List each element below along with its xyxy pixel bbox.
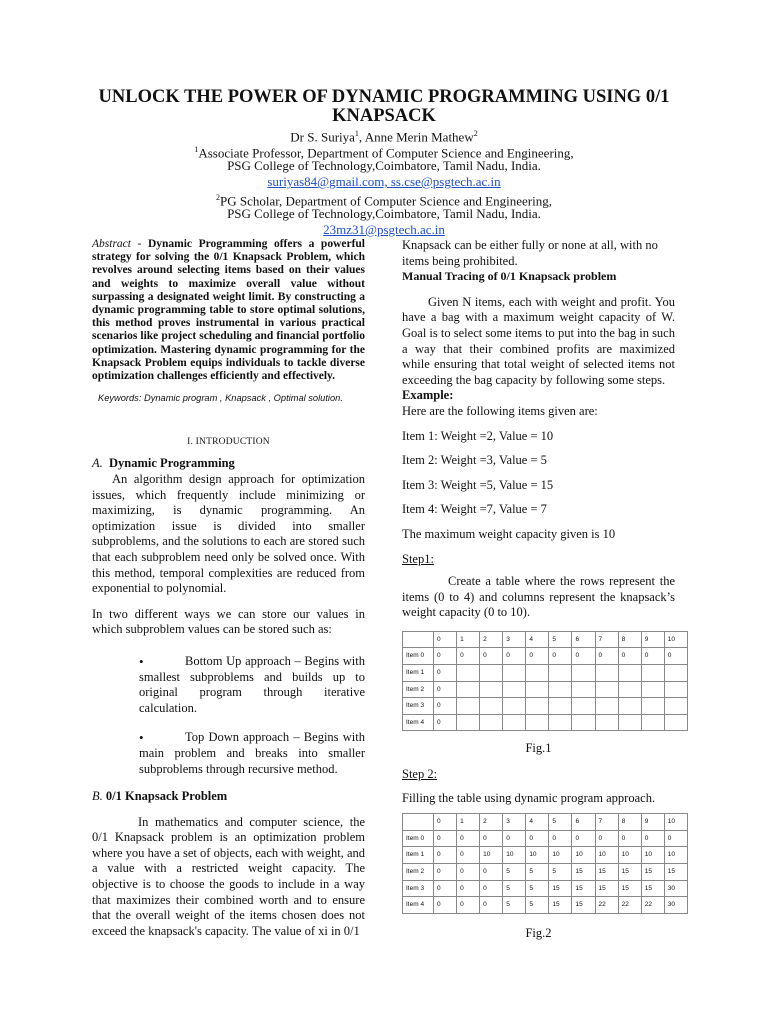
abstract-label: Abstract - <box>92 238 142 250</box>
table-cell: 0 <box>457 847 480 864</box>
table-row <box>403 830 688 847</box>
table-cell <box>526 714 549 731</box>
table-row-label: Item 0 <box>403 648 434 665</box>
table-cell: 10 <box>549 847 572 864</box>
table-cell: 0 <box>480 880 503 897</box>
table-cell <box>549 665 572 682</box>
table-cell: 5 <box>526 897 549 914</box>
table-cell: 0 <box>434 830 457 847</box>
title-line-2: KNAPSACK <box>332 106 436 126</box>
table-cell <box>641 681 664 698</box>
table-cell: 15 <box>641 880 664 897</box>
table-cell <box>618 665 641 682</box>
table-cell <box>503 665 526 682</box>
table-header-cell: 10 <box>664 814 687 831</box>
affiliation-2-sup: 2 <box>216 193 220 202</box>
table-cell <box>595 681 618 698</box>
table-cell: 15 <box>549 880 572 897</box>
table-header-cell: 5 <box>549 631 572 648</box>
affiliation-1-email-line <box>0 174 768 190</box>
table-cell: 10 <box>595 847 618 864</box>
table-cell: 0 <box>457 897 480 914</box>
right-column <box>402 238 675 941</box>
table-cell: 5 <box>503 864 526 881</box>
table-cell: 5 <box>549 864 572 881</box>
table-cell: 0 <box>503 830 526 847</box>
step-2-text: Filling the table using dynamic program approach. <box>402 790 656 805</box>
subsection-a-letter: A. <box>92 456 103 471</box>
table-header-cell: 1 <box>457 631 480 648</box>
table-cell: 0 <box>457 830 480 847</box>
bullet-bottom-up <box>139 654 365 716</box>
table-row-label: Item 0 <box>403 830 434 847</box>
author-2: , Anne Merin Mathew <box>358 129 474 145</box>
table-cell: 0 <box>434 880 457 897</box>
affiliation-1-sup: 1 <box>194 145 199 154</box>
table-cell: 10 <box>641 847 664 864</box>
table-cell <box>664 714 687 731</box>
table-cell: 0 <box>434 648 457 665</box>
table-header-cell: 7 <box>595 814 618 831</box>
table-cell: 22 <box>595 897 618 914</box>
table-row <box>403 897 688 914</box>
table-header-cell: 4 <box>526 631 549 648</box>
manual-tracing-paragraph: Given N items, each with weight and profit. You have a bag with a maximum weight capacity of W. Goal is to select some items to put into the bag in such a way that their combined profits are maximized while ensuring that total weight of selected items not exceeding the bag capacity by following some steps. <box>402 294 675 387</box>
table-header-cell: 6 <box>572 814 595 831</box>
table-row-label: Item 4 <box>403 714 434 731</box>
table-header-cell: 0 <box>434 814 457 831</box>
table-cell: 0 <box>457 864 480 881</box>
table-cell: 0 <box>434 847 457 864</box>
table-cell <box>595 714 618 731</box>
table-cell: 15 <box>572 897 595 914</box>
table-cell <box>572 714 595 731</box>
author-2-sup: 2 <box>473 129 478 138</box>
table-cell: 0 <box>434 897 457 914</box>
figure-1-caption: Fig.1 <box>525 741 552 756</box>
table-header-cell: 1 <box>457 814 480 831</box>
table-row <box>403 698 688 715</box>
subsection-b-letter: B. <box>92 789 103 804</box>
table-cell: 10 <box>526 847 549 864</box>
table-cell: 22 <box>618 897 641 914</box>
item-3-line: Item 3: Weight =5, Value = 15 <box>402 477 554 492</box>
table-cell: 0 <box>434 681 457 698</box>
table-cell: 10 <box>572 847 595 864</box>
table-cell: 0 <box>664 830 687 847</box>
table-cell <box>526 665 549 682</box>
table-cell: 0 <box>641 830 664 847</box>
table-header-cell: 0 <box>434 631 457 648</box>
table-header-cell <box>403 814 434 831</box>
table-cell: 5 <box>503 897 526 914</box>
table-header-cell: 2 <box>480 814 503 831</box>
table-row-label: Item 3 <box>403 880 434 897</box>
affiliation-2-email-line <box>0 222 768 238</box>
table-cell: 0 <box>434 665 457 682</box>
table-cell: 0 <box>526 830 549 847</box>
table-cell: 15 <box>664 864 687 881</box>
step-1-label: Step1: <box>402 551 434 566</box>
table-cell: 10 <box>618 847 641 864</box>
table-cell: 0 <box>434 864 457 881</box>
table-cell: 0 <box>480 897 503 914</box>
table-row-label: Item 4 <box>403 897 434 914</box>
table-cell: 5 <box>526 880 549 897</box>
table-cell <box>526 681 549 698</box>
author-1: Dr S. Suriya <box>290 129 355 145</box>
paper-title <box>60 88 708 126</box>
title-line-1: UNLOCK THE POWER OF DYNAMIC PROGRAMMING USING 0/1 <box>98 87 670 107</box>
table-cell <box>641 698 664 715</box>
table-cell: 5 <box>503 880 526 897</box>
affiliation-2-email-link[interactable]: 23mz31@psgtech.ac.in <box>323 222 445 237</box>
subsection-a-title: Dynamic Programming <box>109 456 235 471</box>
table-header-cell: 10 <box>664 631 687 648</box>
example-heading: Example: <box>402 388 454 403</box>
capacity-line: The maximum weight capacity given is 10 <box>402 526 616 541</box>
table-row-label: Item 1 <box>403 665 434 682</box>
table-cell <box>503 714 526 731</box>
table-header-cell: 2 <box>480 631 503 648</box>
table-cell: 0 <box>572 648 595 665</box>
table-cell: 0 <box>549 648 572 665</box>
affiliation-1-email-link[interactable]: suriyas84@gmail.com, ss.cse@psgtech.ac.in <box>267 174 501 189</box>
table-cell <box>480 665 503 682</box>
subsection-b-title: 0/1 Knapsack Problem <box>105 789 228 804</box>
table-cell <box>664 681 687 698</box>
table-cell <box>480 714 503 731</box>
table-cell: 15 <box>641 864 664 881</box>
table-cell <box>549 681 572 698</box>
table-cell: 0 <box>549 830 572 847</box>
table-cell: 0 <box>618 830 641 847</box>
item-1-line: Item 1: Weight =2, Value = 10 <box>402 428 554 443</box>
table-cell: 10 <box>480 847 503 864</box>
manual-tracing-heading: Manual Tracing of 0/1 Knapsack problem <box>402 269 617 284</box>
table-cell: 0 <box>480 648 503 665</box>
table-row-label: Item 2 <box>403 681 434 698</box>
figure-2-caption: Fig.2 <box>525 925 552 940</box>
table1-header-row <box>403 631 688 648</box>
intro-paragraph-3: In mathematics and computer science, the 0/1 Knapsack problem is an optimization problem where you have a set of objects, each with weight, and a value with a restricted weight capacity. The objective is to choose the goods to include in a way that maximizes their combined worth and to ensure that the overall weight of the items chosen does not exceed the knapsack's capacity. The value of xi in 0/1 <box>92 814 365 938</box>
table-cell <box>618 714 641 731</box>
table-row <box>403 665 688 682</box>
table-cell: 0 <box>434 714 457 731</box>
table-cell: 15 <box>572 880 595 897</box>
table-cell: 5 <box>526 864 549 881</box>
subsection-heading-knapsack <box>92 789 365 805</box>
bullet-icon: • <box>139 730 144 746</box>
table-cell: 0 <box>595 648 618 665</box>
table-header-cell: 5 <box>549 814 572 831</box>
author-1-sup: 1 <box>354 129 359 138</box>
table-cell: 22 <box>641 897 664 914</box>
step-1-text: Create a table where the rows represent the items (0 to 4) and columns represent the knapsack’s weight capacity (0 to 10). <box>402 574 675 620</box>
affiliation-2-line-2: PSG College of Technology,Coimbatore, Tamil Nadu, India. <box>227 206 541 221</box>
table-cell <box>503 681 526 698</box>
table-cell: 0 <box>480 864 503 881</box>
table-cell: 15 <box>618 864 641 881</box>
table-cell <box>549 698 572 715</box>
section-heading-introduction: I. INTRODUCTION <box>187 436 270 447</box>
keywords: Keywords: Dynamic program , Knapsack , Optimal solution. <box>98 393 343 404</box>
table-cell: 0 <box>664 648 687 665</box>
table-row <box>403 880 688 897</box>
affiliation-1-line-2: PSG College of Technology,Coimbatore, Tamil Nadu, India. <box>227 158 541 173</box>
table-fig-1-body <box>403 631 688 731</box>
table-cell: 15 <box>595 864 618 881</box>
intro-paragraph-2: In two different ways we can store our values in which subproblem values can be stored such as: <box>92 606 365 637</box>
intro-paragraph-1: An algorithm design approach for optimization issues, which frequently include minimizing or maximizing, is dynamic programming. An optimization issue is divided into smaller subproblems, and the solutions to each are stored such that each subproblem need only be solved once. With this method, temporal complexities are reduced from exponential to polynomial. <box>92 472 365 596</box>
table-cell: 10 <box>503 847 526 864</box>
table-row <box>403 648 688 665</box>
table-cell <box>457 698 480 715</box>
table-cell: 0 <box>526 648 549 665</box>
table-cell <box>457 681 480 698</box>
table-header-cell: 4 <box>526 814 549 831</box>
abstract-text: Dynamic Programming offers a powerful strategy for solving the 0/1 Knapsack Problem, which revolves around selecting items based on their values and weights to maximize overall value without surpassing a designated weight limit. By constructing a dynamic programming table to store optimal solutions, this method proves instrumental in various practical scenarios like project scheduling and financial portfolio optimization. Mastering dynamic programming for the Knapsack Problem equips individuals to tackle diverse optimization challenges efficiently and effectively. <box>92 238 366 383</box>
table-cell: 0 <box>641 648 664 665</box>
table-cell <box>480 698 503 715</box>
table-cell: 0 <box>457 880 480 897</box>
table-header-cell: 8 <box>618 631 641 648</box>
table-cell <box>664 698 687 715</box>
bullet-top-down <box>139 730 365 777</box>
table-header-cell: 3 <box>503 631 526 648</box>
item-4-line: Item 4: Weight =7, Value = 7 <box>402 502 547 517</box>
table-cell: 30 <box>664 897 687 914</box>
table-cell <box>595 665 618 682</box>
table-cell: 15 <box>549 897 572 914</box>
table-cell: 30 <box>664 880 687 897</box>
table-fig-2-body <box>403 814 688 914</box>
table-fig-2 <box>402 813 688 914</box>
bullet-top-down-text: Top Down approach – Begins with main problem and breaks into smaller subproblems through recursive method. <box>139 730 365 776</box>
table-cell <box>457 665 480 682</box>
table-cell: 0 <box>480 830 503 847</box>
table-cell <box>457 714 480 731</box>
table-cell <box>572 681 595 698</box>
table-fig-1 <box>402 631 688 732</box>
bullet-bottom-up-text: Bottom Up approach – Begins with smallest subproblems and builds up to original program through iterative calculation. <box>139 653 365 715</box>
bullet-icon: • <box>139 653 144 669</box>
table-cell <box>572 698 595 715</box>
table-header-cell <box>403 631 434 648</box>
table-cell: 0 <box>434 698 457 715</box>
table-cell <box>549 714 572 731</box>
table-cell: 0 <box>618 648 641 665</box>
table-row-label: Item 3 <box>403 698 434 715</box>
table-row <box>403 681 688 698</box>
table-header-cell: 7 <box>595 631 618 648</box>
table-cell <box>641 665 664 682</box>
table-row <box>403 864 688 881</box>
table-row <box>403 847 688 864</box>
table-cell <box>641 714 664 731</box>
table-row <box>403 714 688 731</box>
table-cell <box>664 665 687 682</box>
left-column <box>92 238 365 939</box>
table-header-cell: 8 <box>618 814 641 831</box>
table-cell: 15 <box>618 880 641 897</box>
table-cell <box>595 698 618 715</box>
table-cell <box>526 698 549 715</box>
affiliation-1-text: Associate Professor, Department of Computer Science and Engineering, <box>198 145 574 161</box>
table-cell: 0 <box>595 830 618 847</box>
table-cell <box>503 698 526 715</box>
table-cell: 15 <box>595 880 618 897</box>
table-cell: 0 <box>572 830 595 847</box>
table-cell: 0 <box>503 648 526 665</box>
table-cell: 15 <box>572 864 595 881</box>
table-header-cell: 6 <box>572 631 595 648</box>
table-cell: 0 <box>457 648 480 665</box>
table-cell <box>618 698 641 715</box>
abstract <box>92 238 365 383</box>
continued-text: Knapsack can be either fully or none at all, with no items being prohibited. <box>402 238 658 268</box>
table-cell <box>618 681 641 698</box>
affiliation-2-text: PG Scholar, Department of Computer Science and Engineering, <box>220 193 552 209</box>
step-2-label: Step 2: <box>402 767 438 782</box>
table-row-label: Item 2 <box>403 864 434 881</box>
table2-header-row <box>403 814 688 831</box>
table-cell: 10 <box>664 847 687 864</box>
table-header-cell: 3 <box>503 814 526 831</box>
table-header-cell: 9 <box>641 631 664 648</box>
table-cell <box>480 681 503 698</box>
table-row-label: Item 1 <box>403 847 434 864</box>
table-header-cell: 9 <box>641 814 664 831</box>
subsection-heading-dynamic-programming <box>92 456 365 472</box>
item-2-line: Item 2: Weight =3, Value = 5 <box>402 453 547 468</box>
table-cell <box>572 665 595 682</box>
items-intro: Here are the following items given are: <box>402 403 598 418</box>
